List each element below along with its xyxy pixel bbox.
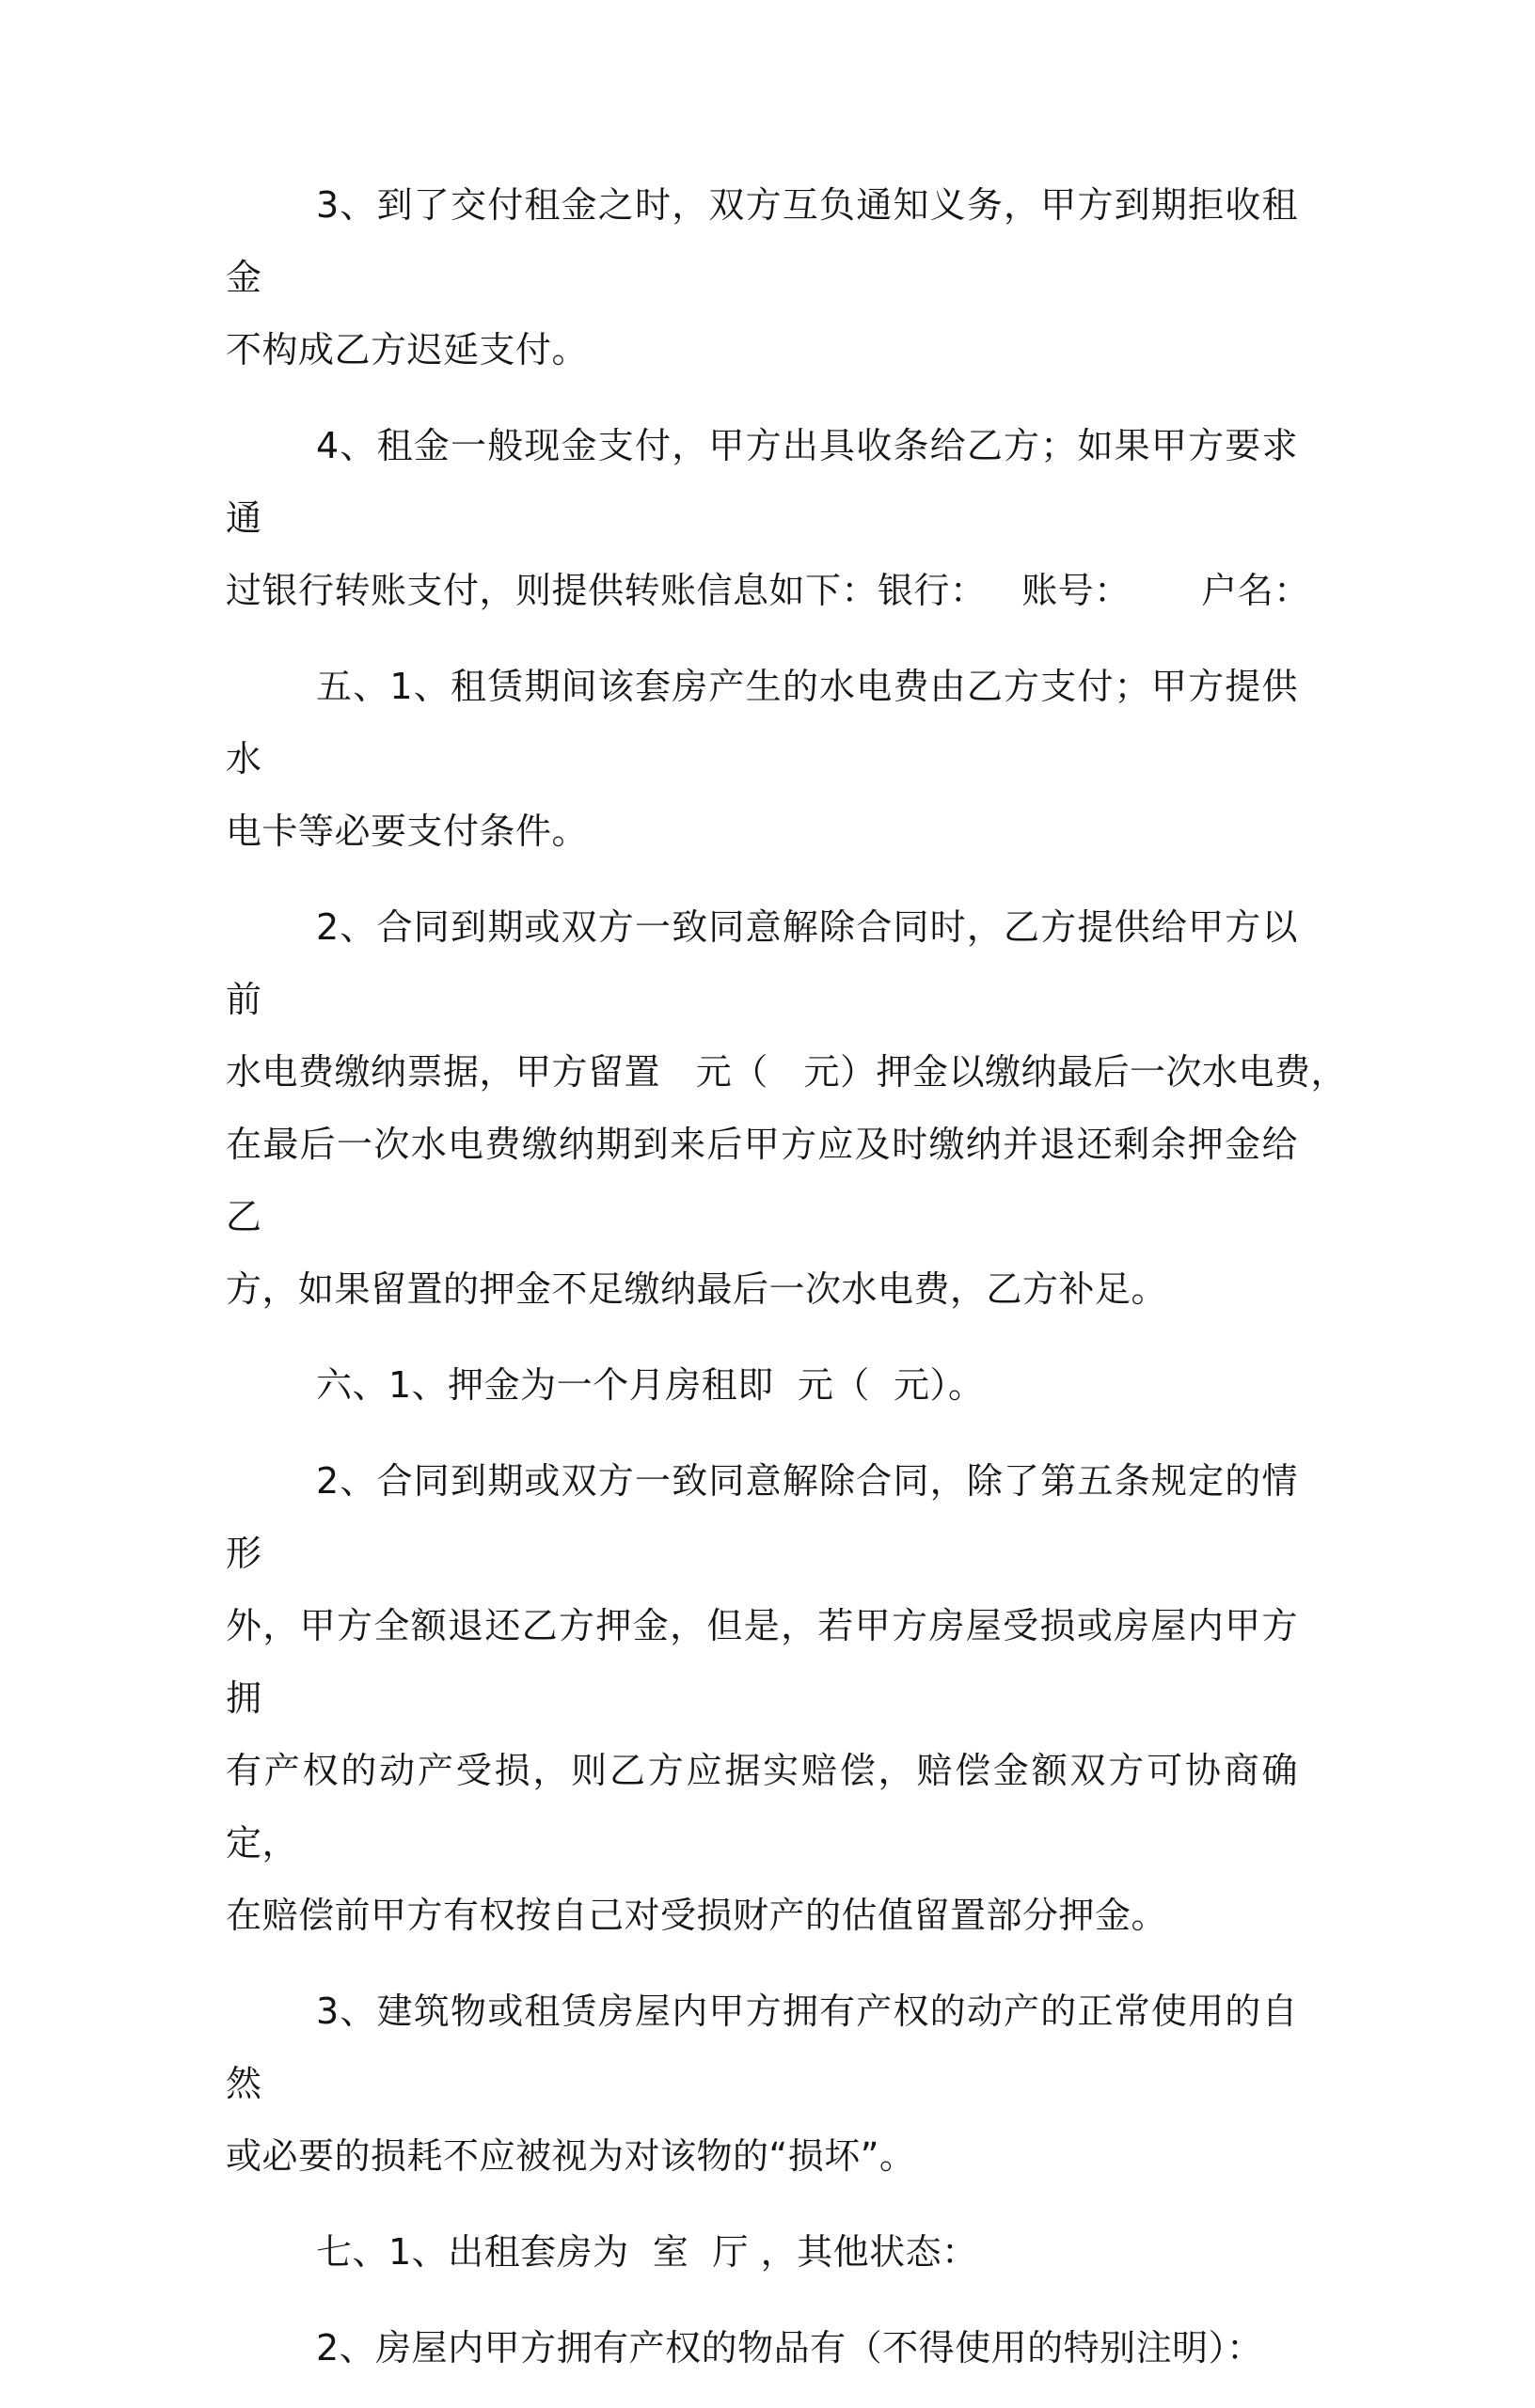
paragraph-rent-payment bbox=[226, 410, 1310, 627]
paragraph-rental-unit bbox=[226, 2216, 1298, 2289]
paragraph-rent-notice bbox=[226, 169, 1298, 386]
paragraph-deposit bbox=[226, 1349, 1298, 1422]
paragraph-wear-and-tear bbox=[226, 1975, 1298, 2193]
text-line: 五、1、租赁期间该套房产生的水电费由乙方支付；甲方提供水 bbox=[226, 666, 1298, 779]
text-line: 不构成乙方迟延支付。 bbox=[226, 329, 589, 370]
text-line: 外，甲方全额退还乙方押金，但是，若甲方房屋受损或房屋内甲方拥 bbox=[226, 1605, 1298, 1719]
text-line: 2、合同到期或双方一致同意解除合同，除了第五条规定的情形 bbox=[226, 1460, 1298, 1574]
text-line: 在最后一次水电费缴纳期到来后甲方应及时缴纳并退还剩余押金给乙 bbox=[226, 1124, 1298, 1237]
paragraph-utilities bbox=[226, 651, 1298, 868]
text-line: 过银行转账支付，则提供转账信息如下：银行： 账号： 户名： bbox=[226, 570, 1310, 611]
paragraph-deposit-refund bbox=[226, 1445, 1298, 1952]
text-line: 有产权的动产受损，则乙方应据实赔偿，赔偿金额双方可协商确定， bbox=[226, 1750, 1298, 1864]
text-line: 或必要的损耗不应被视为对该物的“损坏”。 bbox=[226, 2135, 916, 2177]
text-line: 方，如果留置的押金不足缴纳最后一次水电费，乙方补足。 bbox=[226, 1268, 1168, 1310]
text-line: 3、建筑物或租赁房屋内甲方拥有产权的动产的正常使用的自然 bbox=[226, 1991, 1298, 2104]
text-line: 在赔偿前甲方有权按自己对受损财产的估值留置部分押金。 bbox=[226, 1895, 1168, 1936]
text-line: 电卡等必要支付条件。 bbox=[226, 811, 589, 852]
paragraph-owned-items bbox=[226, 2312, 1298, 2384]
text-line: 4、租金一般现金支付，甲方出具收条给乙方；如果甲方要求通 bbox=[226, 425, 1298, 539]
text-line: 2、房屋内甲方拥有产权的物品有（不得使用的特别注明）： bbox=[316, 2327, 1263, 2369]
document-body bbox=[226, 169, 1347, 2408]
paragraph-utilities-deposit bbox=[226, 891, 1347, 1326]
text-line: 2、合同到期或双方一致同意解除合同时，乙方提供给甲方以前 bbox=[226, 906, 1298, 1020]
text-line: 3、到了交付租金之时，双方互负通知义务，甲方到期拒收租金 bbox=[226, 184, 1298, 298]
text-line: 七、1、出租套房为 室 厅 ，其他状态： bbox=[316, 2231, 978, 2273]
text-line: 水电费缴纳票据，甲方留置 元（ 元）押金以缴纳最后一次水电费， bbox=[226, 1051, 1347, 1093]
text-line: 六、1、押金为一个月房租即 元（ 元）。 bbox=[316, 1364, 985, 1406]
